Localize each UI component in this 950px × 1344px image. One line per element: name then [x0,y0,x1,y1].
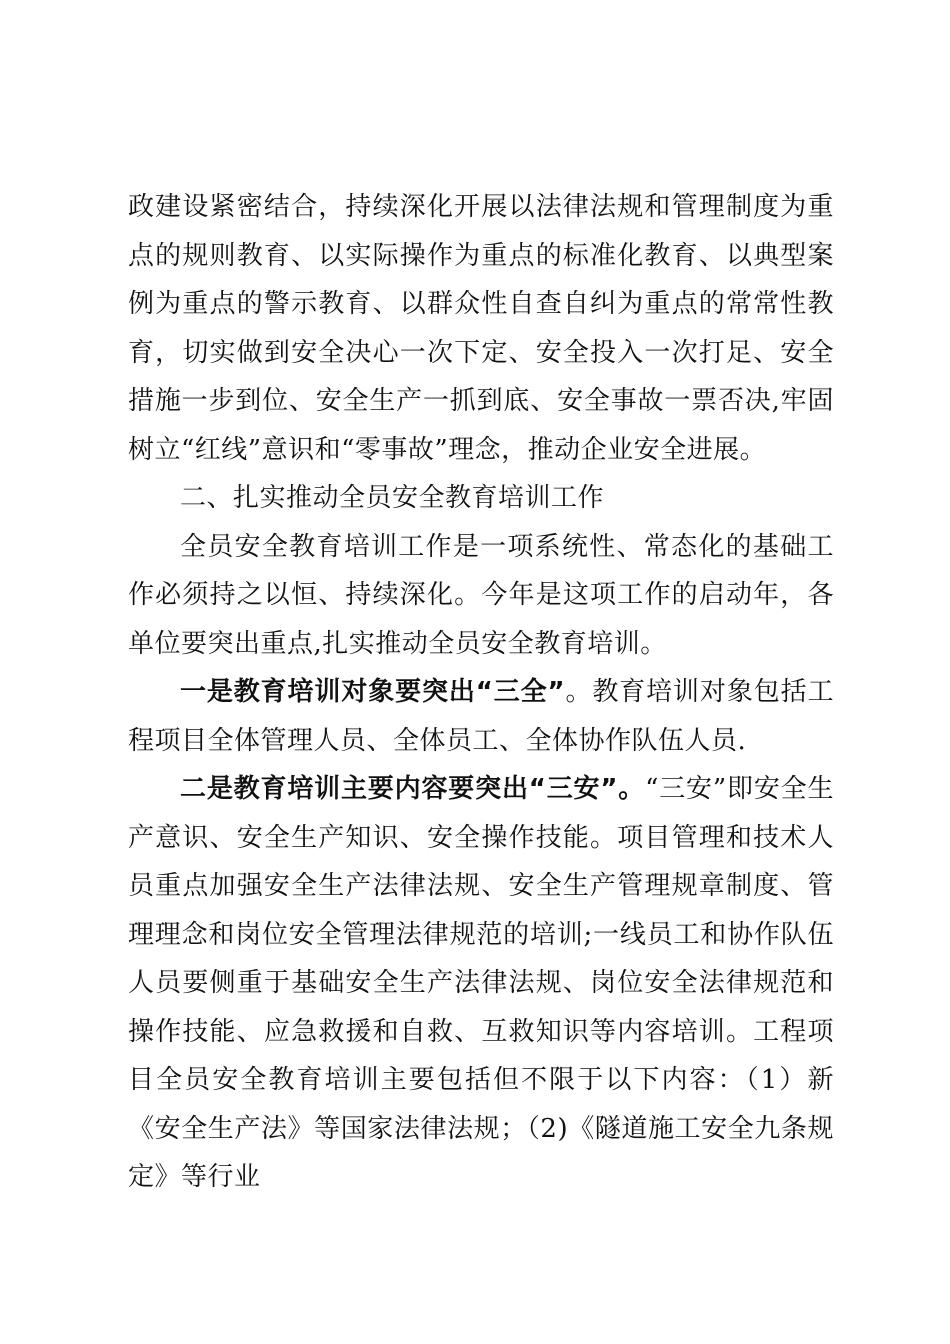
item-2-body: “三安”即安全生产意识、安全生产知识、安全操作技能。项目管理和技术人员重点加强安全生产法律法规、安全生产管理规章制度、管理理念和岗位安全管理法律规范的培训;一线员工和协作队伍人员要侧重于基础安全生产法律法规、岗位安全法律规范和操作技能、应急救援和自救、互救知识等内容培训。工程项目全员安全教育培训主要包括但不限于以下内容：（1）新《安全生产法》等国家法律法规；（2)《隧道施工安全九条规定》等行业 [128,774,834,1192]
item-1-body: 。教育培训对象包括工程项目全体管理人员、全体员工、全体协作队伍人员. [128,677,834,756]
section-heading: 二、扎实推动全员安全教育培训工作 [180,483,605,513]
paragraph-item-1 [128,668,834,765]
paragraph-item-2 [128,765,834,1202]
paragraph-intro: 全员安全教育培训工作是一项系统性、常态化的基础工作必须持之以恒、持续深化。今年是这项工作的启动年，各单位要突出重点,扎实推动全员安全教育培训。 [128,531,834,659]
item-2-lead: 二是教育培训主要内容要突出“三安”。 [180,774,646,804]
paragraph-continuation: 政建设紧密结合，持续深化开展以法律法规和管理制度为重点的规则教育、以实际操作为重点的标准化教育、以典型案例为重点的警示教育、以群众性自查自纠为重点的常常性教育，切实做到安全决心一次下定、安全投入一次打足、安全措施一步到位、安全生产一抓到底、安全事故一票否决,牢固树立“红线”意识和“零事故”理念，推动企业安全进展。 [128,192,834,465]
item-1-lead: 一是教育培训对象要突出“三全” [180,677,566,707]
document-body [128,183,834,1202]
